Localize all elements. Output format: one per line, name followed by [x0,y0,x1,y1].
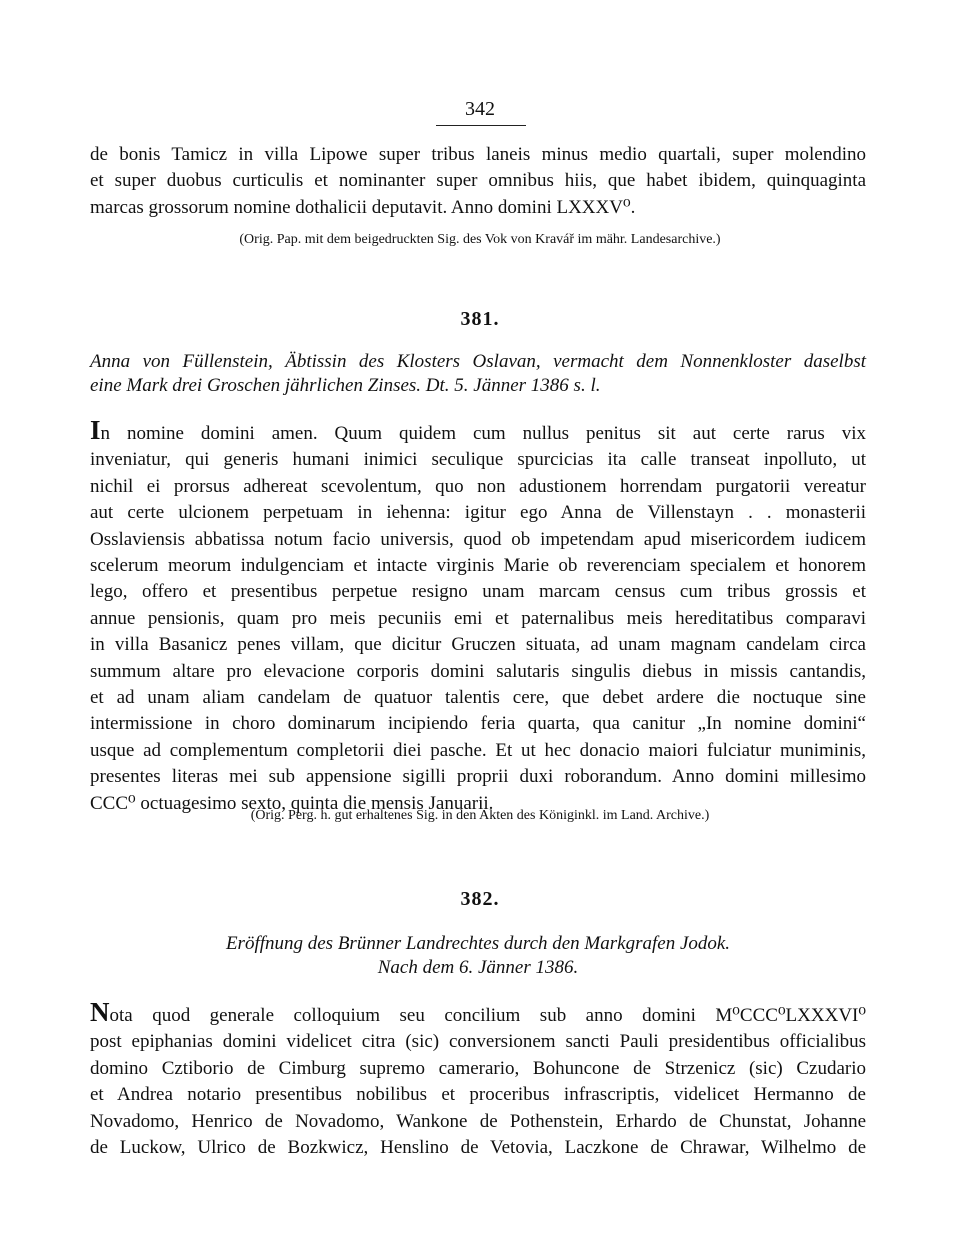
text-line: de bonis Tamicz in villa Lipowe super tribus laneis minus medio quartali, super molendino [90,144,866,165]
text-line: marcas grossorum nomine dothalicii deputavit. Anno domini LXXXV⁰. [90,196,636,218]
text-line: lego, offero et presentibus perpetue resigno unam marcam census cum tribus grossis et [90,581,866,603]
initial-letter: N [90,997,110,1027]
document-text [90,997,866,1161]
regest-line: Nach dem 6. Jänner 1386. [377,957,579,978]
text-line: de Luckow, Ulrico de Bozkwicz, Henslino de Vetovia, Laczkone de Chrawar, Wilhelmo de [90,1137,866,1159]
text-line: post epiphanias domini videlicet citra (sic) conversionem sancti Pauli presidentibus officialibus [90,1031,866,1053]
document-number: 382. [460,888,500,910]
carryover-paragraph [90,142,866,221]
text-line: scelerum meorum indulgenciam et intacte virginis Marie ob reverenciam specialem et honorem [90,555,866,577]
text-line: usque ad complementum completorii diei pasche. Et ut hec donacio maiori fulciatur muniminis, [90,739,866,761]
page-number-rule [436,125,526,126]
source-note: (Orig. Perg. h. gut erhaltenes Sig. in den Akten des Königinkl. im Land. Archive.) [250,808,710,823]
text-line: domino Cztiborio de Cimburg supremo camerario, Bohuncone de Strzenicz (sic) Czudario [90,1057,866,1079]
regest-line: Eröffnung des Brünner Landrechtes durch den Markgrafen Jodok. [225,933,731,954]
regest-line: eine Mark drei Groschen jährlichen Zinses. Dt. 5. Jänner 1386 s. l. [90,375,601,396]
text-line: in villa Basanicz penes villam, que dicitur Gruczen situata, ad unam magnam candelam circa [90,634,866,656]
first-line-text: ota quod generale colloquium seu concilium sub anno domini M⁰CCC⁰LXXXVI⁰ [109,1005,866,1026]
source-note: (Orig. Pap. mit dem beigedruckten Sig. des Vok von Kravář im mähr. Landesarchive.) [239,232,721,247]
text-line [90,997,866,1029]
document-text [90,415,866,817]
document-regest [90,932,866,980]
text-line: inveniatur, qui generis humani inimici seculique spurcicias ita calle transeat inpolluto, ut [90,449,866,471]
text-line: Osslaviensis abbatissa notum facio universis, quod ob impetendam apud misericordem iudicem [90,528,866,550]
regest-line: Anna von Füllenstein, Äbtissin des Klosters Oslavan, vermacht dem Nonnenkloster daselbst [90,351,866,372]
document-regest [90,350,866,398]
text-line: Novadomo, Henrico de Novadomo, Wankone de Pothenstein, Erhardo de Chunstat, Johanne [90,1110,866,1132]
page-number: 342 [465,98,495,120]
text-line: et super duobus curticulis et nominanter super omnibus hiis, que habet ibidem, quinquaginta [90,170,866,192]
text-line: summum altare pro elevacione corporis domini salutaris singulis diebus in missis cantandis, [90,660,866,682]
text-line: annue pensionis, quam pro meis pecuniis emi et paternalibus meis hereditatibus comparavi [90,607,866,629]
text-line: presentes literas mei sub appensione sigilli proprii duxi roborandum. Anno domini millesimo [90,766,866,788]
text-line: intermissione in choro dominarum incipiendo feria quarta, qua canitur „In nomine domini“ [90,713,866,735]
initial-letter: I [90,415,101,445]
text-line: et Andrea notario presentibus nobilibus et proceribus infrascriptis, videlicet Hermanno de [90,1084,866,1106]
text-line: nichil ei prorsus adhereat scevolentum, quo non adustionem horrendam purgatorii vereatur [90,475,866,497]
document-number: 381. [460,308,500,330]
text-line: CCC⁰ octuagesimo sexto, quinta die mensis Januarii. [90,792,494,814]
text-line: aut certe ulcionem perpetuam in iehenna: igitur ego Anna de Villenstayn . . monasterii [90,502,866,524]
first-line-text: n nomine domini amen. Quum quidem cum nullus penitus sit aut certe rarus vix [100,423,866,444]
text-line [90,415,866,447]
text-line: et ad unam aliam candelam de quatuor talentis cere, que debet ardere die noctuque sine [90,687,866,709]
